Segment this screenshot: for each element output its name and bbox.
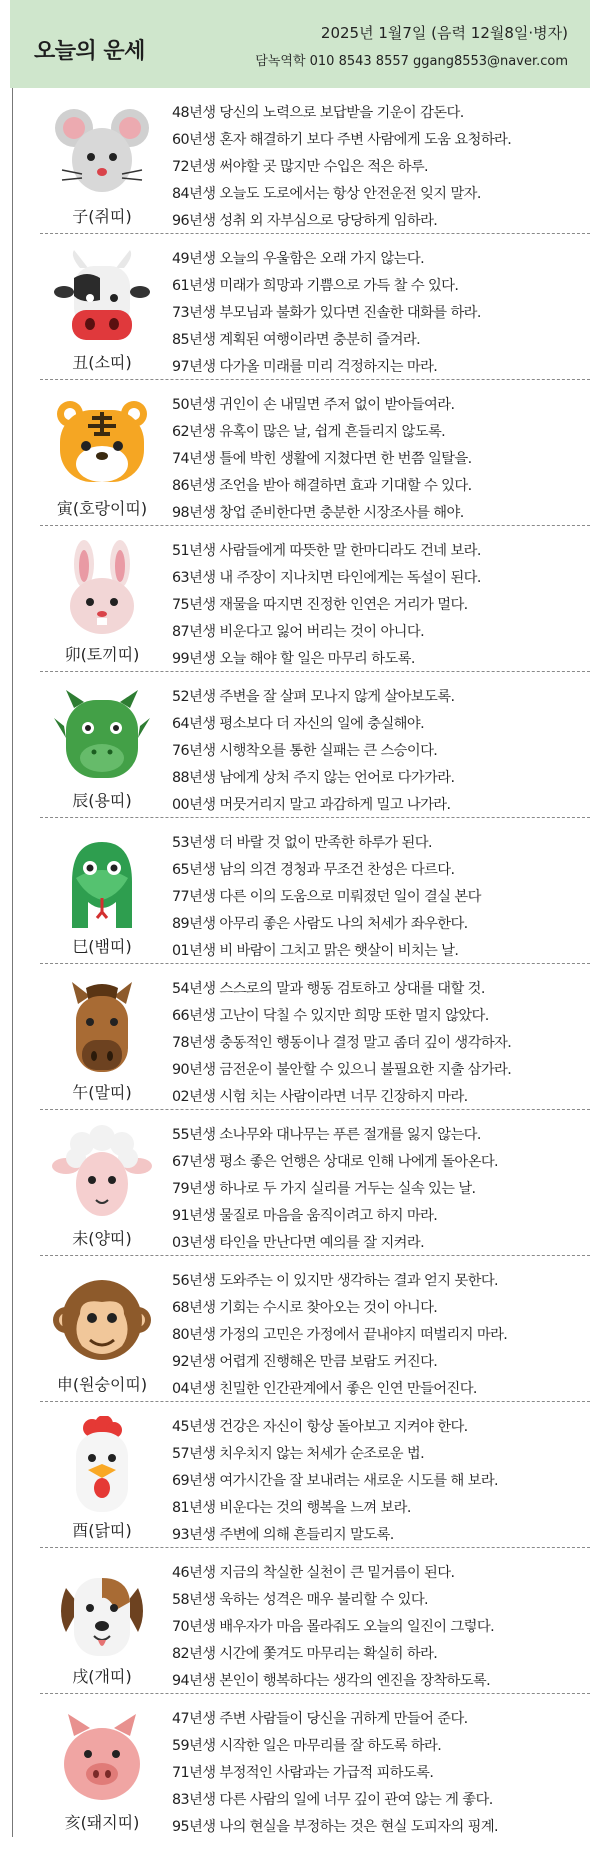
date-line: 2025년 1월7일 (음력 12월8일·병자) (320, 24, 568, 42)
fortune-line: 49년생 오늘의 우울함은 오래 가지 않는다. (172, 251, 425, 267)
fortune-line: 56년생 도와주는 이 있지만 생각하는 결과 얻지 못한다. (172, 1273, 498, 1289)
fortune-line: 74년생 틀에 박힌 생활에 지쳤다면 한 번쯤 일탈을. (172, 451, 472, 467)
zodiac-section (10, 526, 590, 672)
fortune-line: 01년생 비 바람이 그치고 맑은 햇살이 비치는 날. (172, 943, 459, 959)
fortune-line: 66년생 고난이 닥칠 수 있지만 희망 또한 멀지 않았다. (172, 1008, 489, 1024)
zodiac-name: 未(양띠) (72, 1229, 132, 1248)
fortune-line: 68년생 기회는 수시로 찾아오는 것이 아니다. (172, 1300, 438, 1316)
ox-icon (52, 248, 152, 348)
zodiac-section (10, 1694, 590, 1840)
fortune-line: 61년생 미래가 희망과 기쁨으로 가득 찰 수 있다. (172, 278, 459, 294)
fortune-line: 69년생 여가시간을 잘 보내려는 새로운 시도를 해 보라. (172, 1473, 498, 1489)
fortune-lines (172, 246, 588, 381)
fortune-line: 04년생 친밀한 인간관계에서 좋은 인연 만들어진다. (172, 1381, 477, 1397)
header-banner (10, 0, 590, 88)
fortune-lines (172, 976, 588, 1111)
fortune-lines (172, 830, 588, 965)
fortune-lines (172, 1268, 588, 1403)
zodiac-section (10, 1256, 590, 1402)
fortune-line: 79년생 하나로 두 가지 실리를 거두는 실속 있는 날. (172, 1181, 476, 1197)
fortune-line: 92년생 어렵게 진행해온 만큼 보람도 커진다. (172, 1354, 438, 1370)
fortune-line: 89년생 아무리 좋은 사람도 나의 처세가 좌우한다. (172, 916, 468, 932)
fortune-line: 65년생 남의 의견 경청과 무조건 찬성은 다르다. (172, 862, 455, 878)
page-title: 오늘의 운세 (34, 39, 145, 64)
pig-icon (52, 1708, 152, 1808)
zodiac-section (10, 1402, 590, 1548)
zodiac-name: 辰(용띠) (72, 791, 132, 810)
zodiac-section (10, 964, 590, 1110)
fortune-line: 86년생 조언을 받아 해결하면 효과 기대할 수 있다. (172, 478, 472, 494)
fortune-line: 48년생 당신의 노력으로 보답받을 기운이 감돈다. (172, 105, 464, 121)
zodiac-name: 卯(토끼띠) (64, 645, 140, 664)
fortune-line: 95년생 나의 현실을 부정하는 것은 현실 도피자의 핑계. (172, 1819, 498, 1835)
zodiac-section (10, 88, 590, 234)
fortune-line: 90년생 금전운이 불안할 수 있으니 불필요한 지출 삼가라. (172, 1062, 512, 1078)
fortune-lines (172, 392, 588, 527)
zodiac-name: 戌(개띠) (72, 1667, 132, 1686)
fortune-lines (172, 1560, 588, 1695)
fortune-lines (172, 538, 588, 673)
fortune-line: 64년생 평소보다 더 자신의 일에 충실해야. (172, 716, 425, 732)
fortune-line: 53년생 더 바랄 것 없이 만족한 하루가 된다. (172, 835, 432, 851)
zodiac-section (10, 1110, 590, 1256)
tiger-icon (52, 394, 152, 494)
fortune-line: 78년생 충동적인 행동이나 결정 말고 좀더 깊이 생각하자. (172, 1035, 512, 1051)
rooster-icon (52, 1416, 152, 1516)
fortune-line: 94년생 본인이 행복하다는 생각의 엔진을 장착하도록. (172, 1673, 491, 1689)
zodiac-name: 午(말띠) (72, 1083, 132, 1102)
fortune-line: 02년생 시험 치는 사람이라면 너무 긴장하지 마라. (172, 1089, 468, 1105)
fortune-line: 62년생 유혹이 많은 날, 쉽게 흔들리지 않도록. (172, 424, 446, 440)
fortune-line: 75년생 재물을 따지면 진정한 인연은 거리가 멀다. (172, 597, 468, 613)
monkey-icon (52, 1270, 152, 1370)
fortune-line: 73년생 부모님과 불화가 있다면 진솔한 대화를 하라. (172, 305, 481, 321)
fortune-line: 45년생 건강은 자신이 항상 돌아보고 지켜야 한다. (172, 1419, 468, 1435)
fortune-lines (172, 1414, 588, 1549)
fortune-line: 85년생 계획된 여행이라면 충분히 즐겨라. (172, 332, 421, 348)
fortune-line: 93년생 주변에 의해 흔들리지 말도록. (172, 1527, 394, 1543)
zodiac-name: 申(원숭이띠) (56, 1375, 148, 1394)
fortune-line: 50년생 귀인이 손 내밀면 주저 없이 받아들여라. (172, 397, 455, 413)
fortune-line: 47년생 주변 사람들이 당신을 귀하게 만들어 준다. (172, 1711, 468, 1727)
snake-icon (52, 832, 152, 932)
zodiac-name: 子(쥐띠) (72, 207, 132, 226)
horse-icon (52, 978, 152, 1078)
rat-icon (52, 102, 152, 202)
zodiac-name: 寅(호랑이띠) (56, 499, 148, 518)
zodiac-name: 酉(닭띠) (72, 1521, 132, 1540)
fortune-line: 58년생 욱하는 성격은 매우 불리할 수 있다. (172, 1592, 428, 1608)
fortune-line: 00년생 머뭇거리지 말고 과감하게 밀고 나가라. (172, 797, 451, 813)
fortune-line: 88년생 남에게 상처 주지 않는 언어로 다가가라. (172, 770, 455, 786)
zodiac-name: 巳(뱀띠) (72, 937, 132, 956)
fortune-line: 99년생 오늘 해야 할 일은 마무리 하도록. (172, 651, 415, 667)
fortune-line: 67년생 평소 좋은 언행은 상대로 인해 나에게 돌아온다. (172, 1154, 498, 1170)
fortune-line: 84년생 오늘도 도로에서는 항상 안전운전 잊지 말자. (172, 186, 481, 202)
fortune-line: 55년생 소나무와 대나무는 푸른 절개를 잃지 않는다. (172, 1127, 481, 1143)
fortune-lines (172, 1122, 588, 1257)
fortune-line: 97년생 다가올 미래를 미리 걱정하지는 마라. (172, 359, 438, 375)
sheep-icon (52, 1124, 152, 1224)
fortune-line: 81년생 비운다는 것의 행복을 느껴 보라. (172, 1500, 411, 1516)
fortune-line: 60년생 혼자 해결하기 보다 주변 사람에게 도움 요청하라. (172, 132, 512, 148)
fortune-line: 46년생 지금의 착실한 실천이 큰 밑거름이 된다. (172, 1565, 455, 1581)
fortune-line: 71년생 부정적인 사람과는 가급적 피하도록. (172, 1765, 434, 1781)
fortune-line: 51년생 사람들에게 따뜻한 말 한마디라도 건네 보라. (172, 543, 481, 559)
fortune-line: 76년생 시행착오를 통한 실패는 큰 스승이다. (172, 743, 438, 759)
fortune-line: 91년생 물질로 마음을 움직이려고 하지 마라. (172, 1208, 438, 1224)
fortune-line: 77년생 다른 이의 도움으로 미뤄졌던 일이 결실 본다 (172, 889, 481, 905)
contact-line: 담녹역학 010 8543 8557 ggang8553@naver.com (255, 54, 568, 69)
fortune-line: 57년생 치우치지 않는 처세가 순조로운 법. (172, 1446, 425, 1462)
zodiac-name: 丑(소띠) (72, 353, 132, 372)
rabbit-icon (52, 540, 152, 640)
fortune-line: 54년생 스스로의 말과 행동 검토하고 상대를 대할 것. (172, 981, 485, 997)
zodiac-name: 亥(돼지띠) (64, 1813, 140, 1832)
fortune-line: 52년생 주변을 잘 살펴 모나지 않게 살아보도록. (172, 689, 455, 705)
dragon-icon (52, 686, 152, 786)
fortune-line: 63년생 내 주장이 지나치면 타인에게는 독설이 된다. (172, 570, 481, 586)
fortune-lines (172, 684, 588, 819)
fortune-line: 82년생 시간에 쫓겨도 마무리는 확실히 하라. (172, 1646, 438, 1662)
zodiac-section (10, 1548, 590, 1694)
zodiac-section (10, 818, 590, 964)
fortune-line: 87년생 비운다고 잃어 버리는 것이 아니다. (172, 624, 425, 640)
fortune-line: 80년생 가정의 고민은 가정에서 끝내야지 떠벌리지 마라. (172, 1327, 508, 1343)
fortune-line: 03년생 타인을 만난다면 예의를 잘 지켜라. (172, 1235, 425, 1251)
fortune-line: 70년생 배우자가 마음 몰라줘도 오늘의 일진이 그렇다. (172, 1619, 495, 1635)
fortune-line: 98년생 창업 준비한다면 충분한 시장조사를 해야. (172, 505, 464, 521)
dog-icon (52, 1562, 152, 1662)
fortune-line: 83년생 다른 사람의 일에 너무 깊이 관여 않는 게 좋다. (172, 1792, 493, 1808)
zodiac-section (10, 380, 590, 526)
fortune-lines (172, 100, 588, 235)
fortune-line: 96년생 성취 외 자부심으로 당당하게 임하라. (172, 213, 438, 229)
zodiac-section (10, 672, 590, 818)
fortune-lines (172, 1706, 588, 1841)
zodiac-section (10, 234, 590, 380)
fortune-list (10, 88, 590, 1849)
fortune-line: 72년생 써야할 곳 많지만 수입은 적은 하루. (172, 159, 428, 175)
fortune-line: 59년생 시작한 일은 마무리를 잘 하도록 하라. (172, 1738, 442, 1754)
